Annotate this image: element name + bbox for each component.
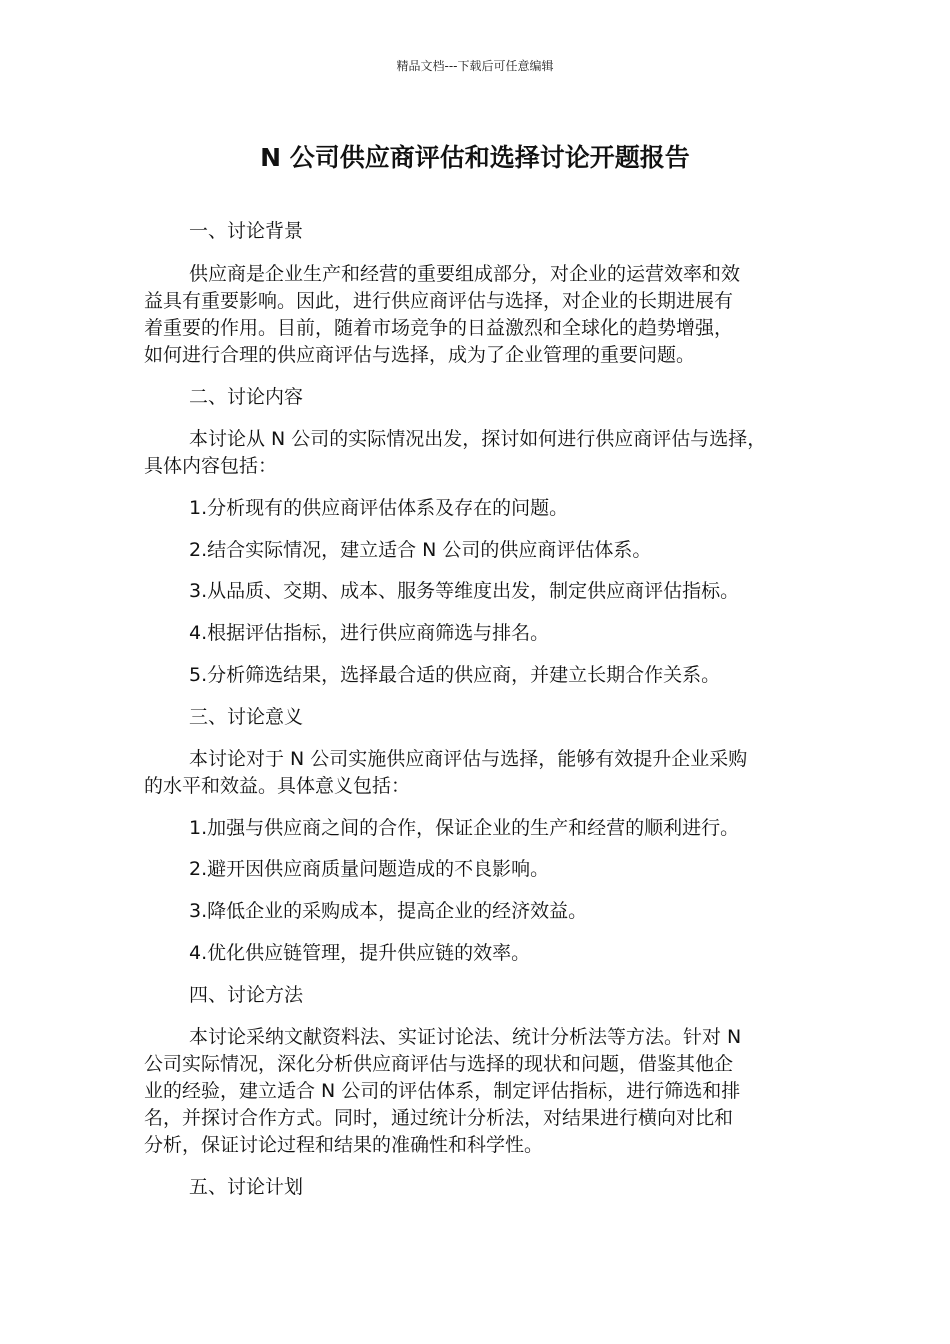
paragraph-line: 具体内容包括： (144, 455, 278, 477)
list-item: 4.优化供应链管理，提升供应链的效率。 (189, 942, 531, 964)
paragraph-line: 名，并探讨合作方式。同时，通过统计分析法，对结果进行横向对比和 (144, 1107, 734, 1129)
list-item: 4.根据评估指标，进行供应商筛选与排名。 (189, 622, 550, 644)
document-title: N 公司供应商评估和选择讨论开题报告 (260, 143, 690, 172)
section-heading-plan: 五、讨论计划 (189, 1176, 304, 1198)
paragraph-line: 本讨论对于 N 公司实施供应商评估与选择，能够有效提升企业采购 (189, 748, 748, 770)
paragraph-line: 供应商是企业生产和经营的重要组成部分，对企业的运营效率和效 (189, 263, 741, 285)
section-heading-background: 一、讨论背景 (189, 220, 304, 242)
paragraph-line: 本讨论从 N 公司的实际情况出发，探讨如何进行供应商评估与选择， (189, 428, 767, 450)
paragraph-line: 公司实际情况，深化分析供应商评估与选择的现状和问题，借鉴其他企 (144, 1053, 734, 1075)
list-item: 3.从品质、交期、成本、服务等维度出发，制定供应商评估指标。 (189, 580, 740, 602)
paragraph-line: 益具有重要影响。因此，进行供应商评估与选择，对企业的长期进展有 (144, 290, 734, 312)
section-heading-content: 二、讨论内容 (189, 386, 304, 408)
list-item: 1.加强与供应商之间的合作，保证企业的生产和经营的顺利进行。 (189, 817, 740, 839)
paragraph-line: 本讨论采纳文献资料法、实证讨论法、统计分析法等方法。针对 N (189, 1026, 742, 1048)
list-item: 2.结合实际情况，建立适合 N 公司的供应商评估体系。 (189, 539, 652, 561)
paragraph-line: 的水平和效益。具体意义包括： (144, 775, 411, 797)
paragraph-line: 着重要的作用。目前，随着市场竞争的日益激烈和全球化的趋势增强， (144, 317, 734, 339)
section-heading-significance: 三、讨论意义 (189, 706, 304, 728)
list-item: 3.降低企业的采购成本，提高企业的经济效益。 (189, 900, 588, 922)
list-item: 2.避开因供应商质量问题造成的不良影响。 (189, 858, 550, 880)
page-header: 精品文档---下载后可任意编辑 (396, 59, 554, 73)
section-heading-method: 四、讨论方法 (189, 984, 304, 1006)
list-item: 1.分析现有的供应商评估体系及存在的问题。 (189, 497, 569, 519)
paragraph-line: 分析，保证讨论过程和结果的准确性和科学性。 (144, 1134, 544, 1156)
paragraph-line: 业的经验，建立适合 N 公司的评估体系，制定评估指标，进行筛选和排 (144, 1080, 741, 1102)
paragraph-line: 如何进行合理的供应商评估与选择，成为了企业管理的重要问题。 (144, 344, 696, 366)
list-item: 5.分析筛选结果，选择最合适的供应商，并建立长期合作关系。 (189, 664, 721, 686)
